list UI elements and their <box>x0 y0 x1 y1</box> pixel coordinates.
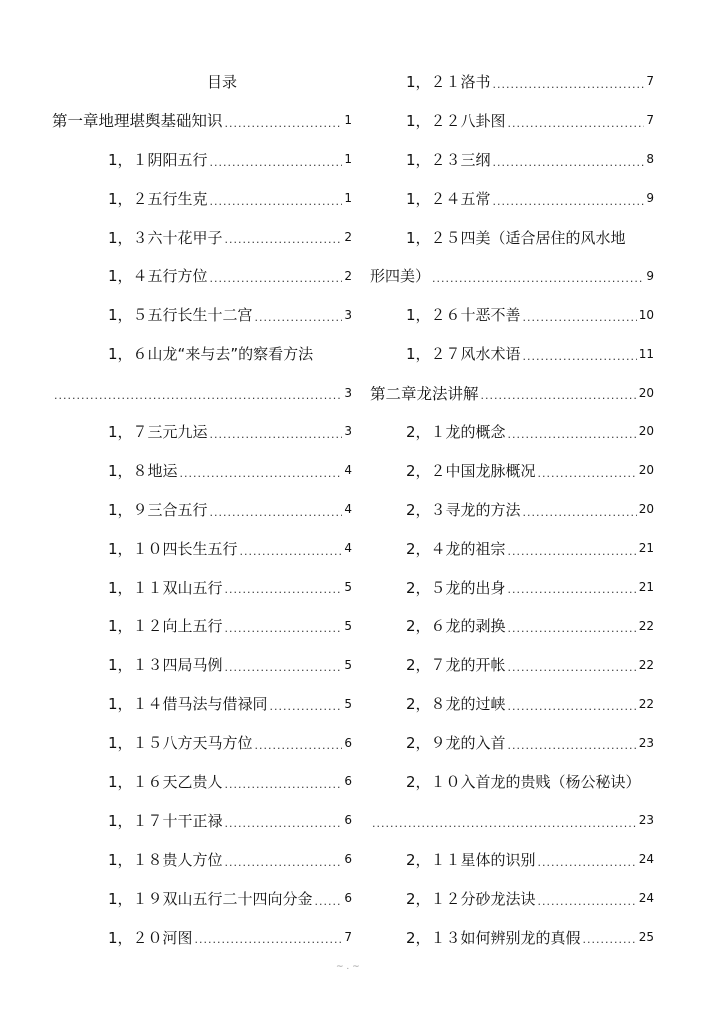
toc-right-column <box>370 62 654 956</box>
toc-entry-label: 1，２４五常 <box>406 189 491 208</box>
toc-entry-label: 2，１０入首龙的贵贱（杨公秘诀） <box>406 772 641 791</box>
toc-entry-label: 2，１１星体的识别 <box>406 850 536 869</box>
toc-leader-dots <box>270 700 343 723</box>
toc-page-number: 1 <box>344 113 352 128</box>
toc-leader-dots <box>481 389 637 412</box>
toc-page-number: 3 <box>344 424 352 439</box>
toc-entry-label: 1，２２八卦图 <box>406 111 506 130</box>
toc-leader-dots <box>493 156 645 179</box>
toc-entry-label: 2，３寻龙的方法 <box>406 500 521 519</box>
toc-leader-dots <box>432 272 644 295</box>
toc-entry[interactable] <box>52 490 352 529</box>
toc-leader-dots <box>508 622 637 645</box>
toc-entry[interactable] <box>52 606 352 645</box>
toc-page-number: 25 <box>638 930 654 945</box>
toc-page-number: 7 <box>646 113 654 128</box>
toc-entry-label: 1，１３四局马例 <box>108 656 223 675</box>
toc-leader-dots <box>225 817 343 840</box>
toc-entry-label: 2，６龙的剥换 <box>406 617 506 636</box>
toc-leader-dots <box>508 428 637 451</box>
toc-page-number: 24 <box>638 891 654 906</box>
toc-leader-dots <box>225 661 343 684</box>
toc-entry-label: 第一章地理堪舆基础知识 <box>52 112 223 131</box>
toc-entry[interactable] <box>370 645 654 684</box>
toc-leader-dots <box>523 506 637 529</box>
toc-entry-label: 1，１１双山五行 <box>108 578 223 597</box>
toc-leader-dots <box>508 700 637 723</box>
toc-leader-dots <box>493 195 645 218</box>
toc-page-number: 1 <box>344 191 352 206</box>
toc-entry[interactable] <box>52 645 352 684</box>
toc-entry-label: 1，２０河图 <box>108 928 193 947</box>
toc-entry[interactable] <box>370 684 654 723</box>
toc-leader-dots <box>493 78 645 101</box>
toc-entry-label: 1，７三元九运 <box>108 422 208 441</box>
toc-page-number: 4 <box>344 541 352 556</box>
toc-entry[interactable] <box>52 879 352 918</box>
toc-page-number: 5 <box>344 580 352 595</box>
toc-page-number: 7 <box>646 74 654 89</box>
toc-entry-label: 1，２３三纲 <box>406 150 491 169</box>
toc-entry[interactable] <box>370 529 654 568</box>
toc-chapter-entry[interactable] <box>52 101 352 140</box>
toc-leader-dots <box>54 389 342 412</box>
toc-entry-label: 1，１６天乙贵人 <box>108 772 223 791</box>
toc-page-number: 10 <box>638 307 654 322</box>
toc-leader-dots <box>538 467 637 490</box>
toc-leader-dots <box>225 778 343 801</box>
toc-entry[interactable] <box>52 529 352 568</box>
toc-page-number: 5 <box>344 657 352 672</box>
toc-leader-dots <box>508 583 637 606</box>
toc-leader-dots <box>210 195 343 218</box>
toc-leader-dots <box>508 661 637 684</box>
toc-entry-label: 1，１２向上五行 <box>108 617 223 636</box>
toc-leader-dots <box>225 117 343 140</box>
toc-page-number: 9 <box>646 268 654 283</box>
toc-page-number: 22 <box>638 696 654 711</box>
toc-page-number: 2 <box>344 268 352 283</box>
toc-entry-label: 1，１８贵人方位 <box>108 850 223 869</box>
toc-entry[interactable] <box>370 295 654 334</box>
toc-page-number: 21 <box>638 541 654 556</box>
toc-leader-dots <box>210 428 343 451</box>
toc-page-number: 1 <box>344 152 352 167</box>
toc-entry[interactable] <box>370 879 654 918</box>
toc-leader-dots <box>508 545 637 568</box>
toc-entry[interactable] <box>370 140 654 179</box>
toc-entry-label: 2，９龙的入首 <box>406 734 506 753</box>
toc-page-number: 5 <box>344 618 352 633</box>
toc-leader-dots <box>225 622 343 645</box>
toc-entry[interactable] <box>370 412 654 451</box>
toc-page-number: 6 <box>344 891 352 906</box>
toc-entry[interactable] <box>52 801 352 840</box>
toc-page-number: 8 <box>646 152 654 167</box>
toc-page-number: 11 <box>638 346 654 361</box>
toc-page-number: 7 <box>344 930 352 945</box>
toc-entry[interactable] <box>52 179 352 218</box>
toc-page-number: 5 <box>344 696 352 711</box>
toc-entry[interactable] <box>52 840 352 879</box>
toc-entry[interactable] <box>370 101 654 140</box>
toc-page-number: 4 <box>344 502 352 517</box>
toc-entry[interactable] <box>52 412 352 451</box>
toc-entry-label: 第二章龙法讲解 <box>370 384 479 403</box>
toc-entry[interactable] <box>52 723 352 762</box>
toc-entry[interactable] <box>370 918 654 957</box>
toc-chapter-entry[interactable] <box>370 373 654 412</box>
toc-entry-label: 1，２五行生克 <box>108 189 208 208</box>
toc-page-number: 3 <box>344 307 352 322</box>
toc-entry[interactable] <box>370 606 654 645</box>
toc-entry[interactable] <box>370 62 654 101</box>
toc-page-number: 21 <box>638 580 654 595</box>
page-footer-mark: ~ . ~ <box>336 962 360 972</box>
toc-entry-label: 1，１阴阳五行 <box>108 150 208 169</box>
toc-entry[interactable] <box>52 684 352 723</box>
toc-page-number: 6 <box>344 735 352 750</box>
toc-entry-label: 2，１３如何辨别龙的真假 <box>406 928 581 947</box>
toc-left-column <box>52 62 352 956</box>
toc-entry-label: 形四美） <box>370 267 431 286</box>
toc-leader-dots <box>210 272 343 295</box>
toc-entry-label: 2，７龙的开帐 <box>406 656 506 675</box>
toc-entry[interactable] <box>370 723 654 762</box>
toc-page-number: 3 <box>344 385 352 400</box>
toc-entry[interactable] <box>370 256 654 295</box>
toc-entry-label: 1，５五行长生十二宫 <box>108 306 253 325</box>
toc-leader-dots <box>240 545 343 568</box>
toc-entry-label: 1，６山龙“来与去”的察看方法 <box>108 345 314 364</box>
toc-entry-label: 1，４五行方位 <box>108 267 208 286</box>
toc-leader-dots <box>523 311 637 334</box>
toc-page-number: 20 <box>638 385 654 400</box>
toc-leader-dots <box>583 933 637 956</box>
toc-leader-dots <box>508 117 645 140</box>
toc-entry-label: 1，２１洛书 <box>406 72 491 91</box>
toc-page-number: 23 <box>638 735 654 750</box>
toc-entry[interactable] <box>370 179 654 218</box>
toc-page-number: 9 <box>646 191 654 206</box>
toc-entry-label: 1，１４借马法与借禄同 <box>108 695 268 714</box>
toc-leader-dots <box>538 856 637 879</box>
toc-leader-dots <box>523 350 637 373</box>
toc-entry[interactable] <box>52 218 352 257</box>
toc-page-number: 20 <box>638 424 654 439</box>
toc-entry[interactable] <box>370 568 654 607</box>
toc-entry-label: 1，９三合五行 <box>108 500 208 519</box>
toc-page-number: 20 <box>638 502 654 517</box>
toc-page-number: 22 <box>638 618 654 633</box>
toc-entry[interactable] <box>52 140 352 179</box>
toc-leader-dots <box>508 739 637 762</box>
toc-leader-dots <box>255 739 343 762</box>
toc-entry-label: 1，２６十恶不善 <box>406 306 521 325</box>
toc-leader-dots <box>195 933 343 956</box>
toc-page-number: 6 <box>344 852 352 867</box>
toc-entry-label: 2，２中国龙脉概况 <box>406 461 536 480</box>
toc-leader-dots <box>255 311 343 334</box>
toc-entry-label: 1，８地运 <box>108 461 178 480</box>
toc-page-number: 6 <box>344 813 352 828</box>
toc-page-number: 23 <box>638 813 654 828</box>
toc-leader-dots <box>225 583 343 606</box>
toc-page-number: 24 <box>638 852 654 867</box>
toc-entry[interactable] <box>52 334 352 373</box>
toc-leader-dots <box>225 856 343 879</box>
toc-entry[interactable] <box>52 256 352 295</box>
toc-entry-label: 1，２５四美（适合居住的风水地 <box>406 228 626 247</box>
toc-leader-dots <box>372 817 637 840</box>
toc-entry[interactable] <box>52 918 352 957</box>
toc-entry-label: 2，４龙的祖宗 <box>406 539 506 558</box>
toc-entry[interactable] <box>52 373 352 412</box>
toc-entry-label: 1，１９双山五行二十四向分金 <box>108 889 313 908</box>
toc-entry-label: 2，８龙的过峡 <box>406 695 506 714</box>
toc-page-number: 4 <box>344 463 352 478</box>
toc-entry[interactable] <box>52 568 352 607</box>
toc-entry[interactable] <box>52 451 352 490</box>
toc-leader-dots <box>538 895 637 918</box>
toc-entry-label: 1，３六十花甲子 <box>108 228 223 247</box>
toc-entry-label: 1，２７风水术语 <box>406 345 521 364</box>
toc-entry[interactable] <box>52 295 352 334</box>
toc-entry[interactable] <box>370 801 654 840</box>
toc-entry[interactable] <box>370 840 654 879</box>
toc-page-number: 22 <box>638 657 654 672</box>
toc-leader-dots <box>210 156 343 179</box>
toc-entry[interactable] <box>370 451 654 490</box>
toc-leader-dots <box>210 506 343 529</box>
toc-entry-label: 2，１龙的概念 <box>406 422 506 441</box>
toc-leader-dots <box>180 467 343 490</box>
toc-leader-dots <box>225 233 343 256</box>
toc-entry-label: 2，１２分砂龙法诀 <box>406 889 536 908</box>
toc-entry-label: 2，５龙的出身 <box>406 578 506 597</box>
toc-entry[interactable] <box>370 762 654 801</box>
toc-entry[interactable] <box>370 334 654 373</box>
toc-title-row <box>52 62 352 101</box>
toc-page-number: 20 <box>638 463 654 478</box>
toc-leader-dots <box>315 895 343 918</box>
toc-entry-label: 1，１０四长生五行 <box>108 539 238 558</box>
toc-entry[interactable] <box>52 762 352 801</box>
toc-title: 目录 <box>206 72 237 91</box>
toc-entry-label: 1，１７十干正禄 <box>108 811 223 830</box>
toc-page-number: 6 <box>344 774 352 789</box>
toc-entry[interactable] <box>370 490 654 529</box>
toc-page-number: 2 <box>344 230 352 244</box>
toc-entry-label: 1，１５八方天马方位 <box>108 734 253 753</box>
toc-entry[interactable] <box>370 218 654 257</box>
